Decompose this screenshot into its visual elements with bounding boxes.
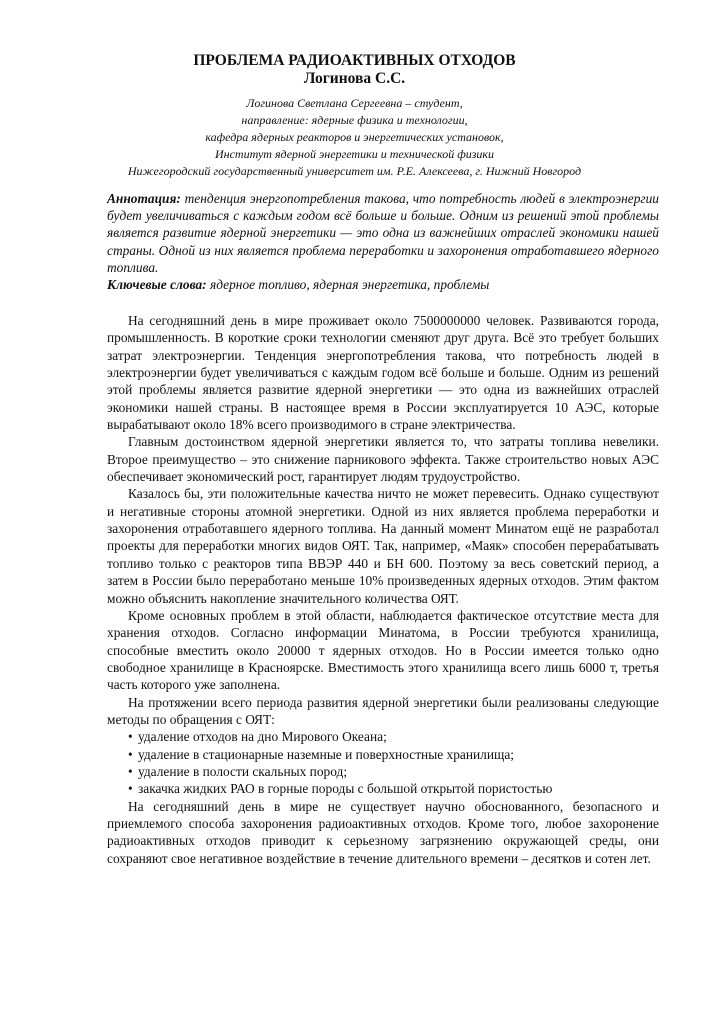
list-item-text: удаление отходов на дно Мирового Океана; [138,729,387,745]
list-item [107,780,659,797]
list-item-text: удаление в стационарные наземные и поверхностные хранилища; [138,746,514,762]
paragraph: На протяжении всего периода развития ядерной энергетики были реализованы следующие методы по обращения с ОЯТ: [107,694,659,727]
paragraph: Казалось бы, эти положительные качества ничто не может перевесить. Однако существуют и негативные стороны атомной энергетики. Одной из них является проблема переработки и захоронения отработавшего ядерного топлива. На данный момент Минатом ещё не разработал проекты для переработки многих видов ОЯТ. Так, например, «Маяк» способен перерабатывать топливо только с реакторов типа ВВЭР 440 и БН 600. Поэтому за весь советский период, а затем в России было переработано меньше 10% произведенных ядерных отходов. Этим фактом можно объяснить накопление значительного количества ОЯТ. [107,486,659,606]
author-name: Логинова С.С. [303,70,406,87]
keywords-label: Ключевые слова: [107,277,207,292]
affiliation-line: кафедра ядерных реакторов и энергетических установок, [205,130,504,144]
methods-list [107,728,659,797]
keywords-text: ядерное топливо, ядерная энергетика, проблемы [206,277,490,292]
list-item [107,763,659,780]
affiliation-block [100,95,609,180]
keywords [107,276,659,293]
affiliation-line: направление: ядерные физика и технологии, [241,113,468,127]
abstract-text: тенденция энергопотребления такова, что потребность людей в электроэнергии будет увеличиваться с каждым годом всё больше и больше. Одним из решений этой проблемы является развитие ядерной энергетики — это одна из важнейших отраслей экономики нашей страны. Одной из них является проблема переработки и захоронения отработавшего ядерного топлива. [107,191,659,275]
abstract [107,190,659,276]
paragraph: Главным достоинством ядерной энергетики является то, что затраты топлива невелики. Второе преимущество – это снижение парникового эффекта. Также строительство новых АЭС обеспечивает экономический рост, гарантирует людям трудоустройство. [107,434,659,485]
list-item [107,728,659,745]
bullet-icon: • [128,763,133,779]
affiliation-line: Нижегородский государственный университет им. Р.Е. Алексеева, г. Нижний Новгород [127,164,582,178]
body-text [107,312,659,867]
affiliation-line: Институт ядерной энергетики и технической физики [214,147,495,161]
affiliation-line: Логинова Светлана Сергеевна – студент, [246,96,463,110]
paragraph: Кроме основных проблем в этой области, наблюдается фактическое отсутствие места для хранения отходов. Согласно информации Минатома, в России требуются хранилища, способные вместить около 20000 т ядерных отходов. Но в России имеется только одно свободное хранилище в Красноярске. Вместимость этого хранилища всего лишь 6000 т, третья часть которого уже заполнена. [107,607,659,693]
list-item-text: закачка жидких РАО в горные породы с большой открытой пористостью [138,781,553,797]
bullet-icon: • [128,729,133,745]
bullet-icon: • [128,746,133,762]
paragraph: На сегодняшний день в мире проживает около 7500000000 человек. Развиваются города, промышленность. В короткие сроки технологии сменяют друг друга. Всё это требует больших затрат электроэнергии. Тенденция энергопотребления такова, что потребность людей в электроэнергии будет увеличиваться с каждым годом всё больше и больше. Одним из решений этой проблемы является развитие ядерной энергетики — это одна из важнейших отраслей экономики нашей страны. В настоящее время в России эксплуатируется 10 АЭС, которые вырабатывают около 18% всего производимого в стране электричества. [107,313,659,433]
paper-title: ПРОБЛЕМА РАДИОАКТИВНЫХ ОТХОДОВ [193,52,516,69]
list-item-text: удаление в полости скальных пород; [138,763,348,779]
bullet-icon: • [128,781,133,797]
paragraph: На сегодняшний день в мире не существует научно обоснованного, безопасного и приемлемого способа захоронения радиоактивных отходов. Кроме того, любое захоронение радиоактивных отходов приводит к серьезному загрязнению окружающей среды, они сохраняют свое негативное воздействие в течение длительного времени – десятков и сотен лет. [107,798,659,866]
list-item [107,746,659,763]
abstract-label: Аннотация: [107,191,181,206]
